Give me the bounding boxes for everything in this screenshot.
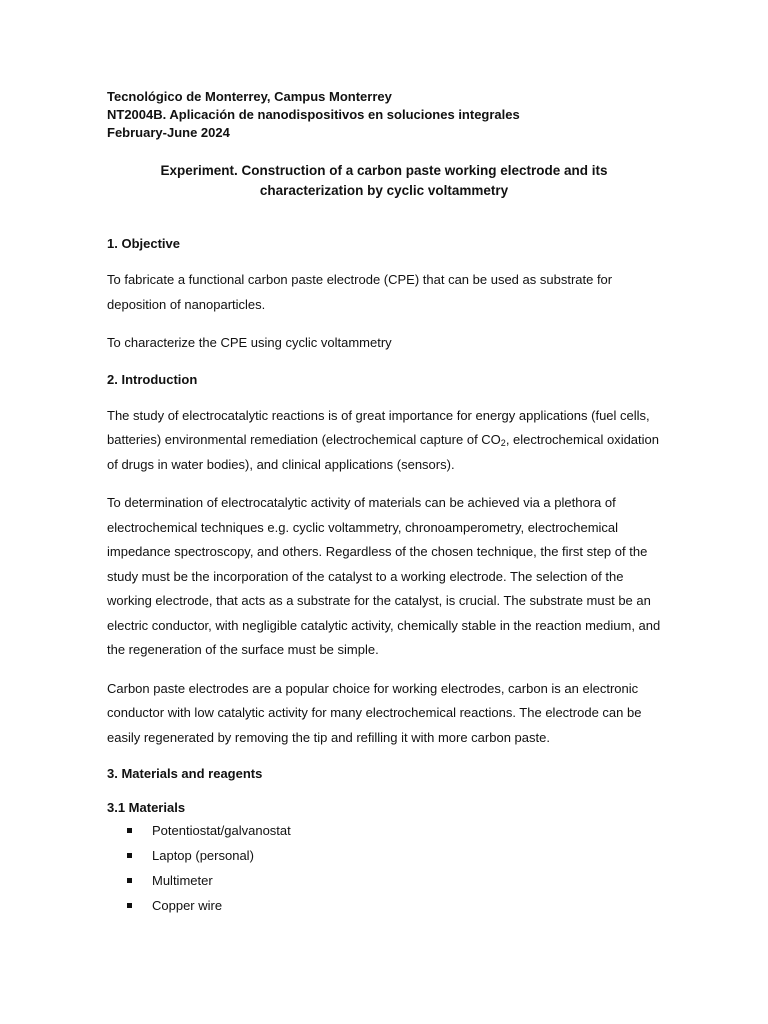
bullet-square-icon [127, 828, 132, 833]
list-item: Multimeter [127, 868, 661, 893]
institution-line: Tecnológico de Monterrey, Campus Monterrey [107, 89, 392, 104]
course-line: NT2004B. Aplicación de nanodispositivos en soluciones integrales [107, 107, 520, 122]
title-line-2: characterization by cyclic voltammetry [259, 183, 509, 198]
intro-p1-text-b: , electrochemical oxidation of drugs in water bodies), and clinical applications (sensors). [107, 432, 660, 472]
title-line-1: Experiment. Construction of a carbon paste working electrode and its [160, 163, 608, 178]
bullet-square-icon [127, 853, 132, 858]
objective-paragraph-1: To fabricate a functional carbon paste electrode (CPE) that can be used as substrate for deposition of nanoparticles. [107, 272, 613, 312]
intro-p1-text-a: The study of electrocatalytic reactions is of great importance for energy applications (fuel cells, batteries) environmental remediation (electrochemical capture of CO [107, 407, 650, 447]
document-title [107, 161, 661, 201]
introduction-paragraph-3: Carbon paste electrodes are a popular choice for working electrodes, carbon is an electronic conductor with low catalytic activity for many electrochemical reactions. The electrode can be easily regenerated by removing the tip and refilling it with more carbon paste. [107, 680, 642, 745]
bullet-square-icon [127, 903, 132, 908]
materials-list [107, 818, 661, 918]
objective-heading: 1. Objective [107, 236, 180, 251]
objective-paragraph-2: To characterize the CPE using cyclic voltammetry [107, 335, 392, 350]
term-line: February-June 2024 [107, 125, 230, 140]
materials-subheading: 3.1 Materials [107, 800, 186, 815]
bullet-square-icon [127, 878, 132, 883]
introduction-paragraph-2: To determination of electrocatalytic activity of materials can be achieved via a plethora of electrochemical techniques e.g. cyclic voltammetry, chronoamperometry, electrochemical impedance spectroscopy, and others. Regardless of the chosen technique, the first step of the study must be the incorporation of the catalyst to a working electrode. The selection of the working electrode, that acts as a substrate for the catalyst, is crucial. The substrate must be an electric conductor, with negligible catalytic activity, chemically stable in the reaction medium, and the regeneration of the surface must be simple. [107, 495, 661, 657]
list-item: Copper wire [127, 893, 661, 918]
list-item: Potentiostat/galvanostat [127, 818, 661, 843]
introduction-paragraph-1 [107, 404, 661, 478]
co2-subscript: 2 [500, 438, 506, 448]
materials-heading: 3. Materials and reagents [107, 766, 263, 781]
list-item: Laptop (personal) [127, 843, 661, 868]
introduction-heading: 2. Introduction [107, 371, 198, 387]
